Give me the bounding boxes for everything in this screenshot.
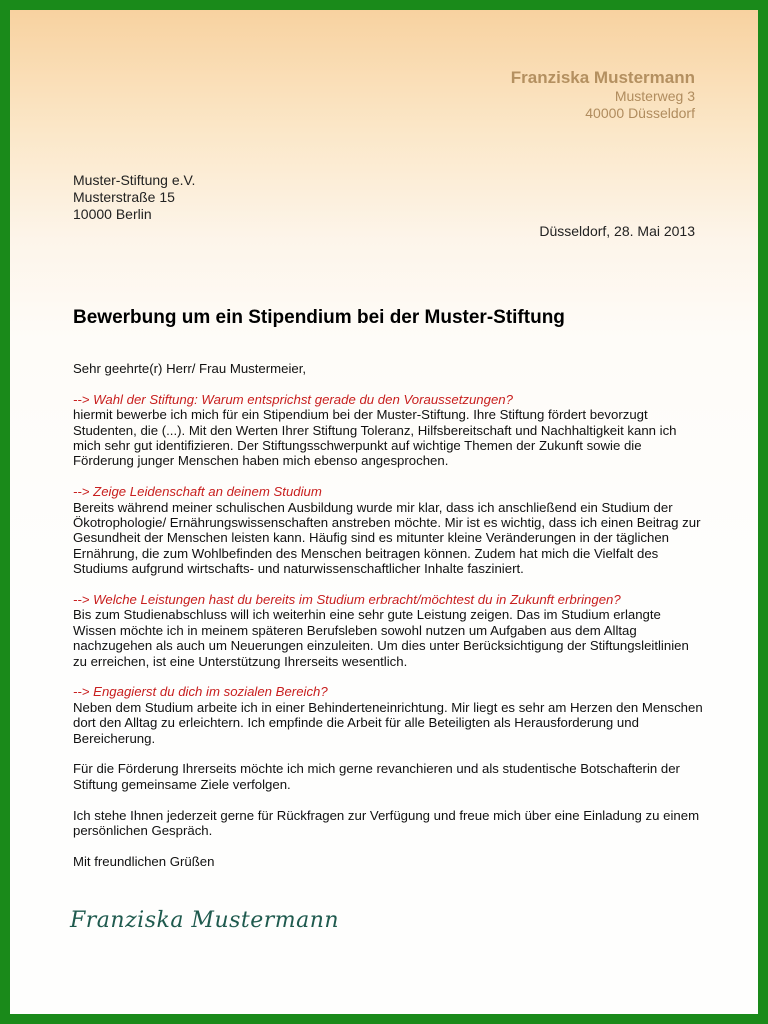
sender-city: 40000 Düsseldorf [585,105,695,121]
section-text: Bis zum Studienabschluss will ich weiterhin eine sehr gute Leistung zeigen. Das im Studium erlangte Wissen möchte ich in meinem späteren Berufsleben sowohl nutzen um Aufgaben aus dem Alltag nachzugehen als auch um Neuerungen einzuleiten. Um dies unter Berücksichtigung der Stiftungsleitlinien zu erreichen, ist eine Unterstützung Ihrerseits wesentlich. [73,607,689,669]
section-text: Neben dem Studium arbeite ich in einer Behinderteneinrichtung. Mir liegt es sehr am Herzen den Menschen dort den Alltag zu erleichtern. Ich empfinde die Arbeit für alle Beteiligten als Herausforderung und Bereicherung. [73,699,703,746]
body-section [73,684,703,746]
section-text: Bereits während meiner schulischen Ausbildung wurde mir klar, dass ich anschließend ein Studium der Ökotrophologie/ Ernährungswissenschaften anstreben möchte. Mir ist es wichtig, dass ich einen Beitrag zur Gesundheit der Menschen leisten kann. Häufig sind es mitunter kleine Veränderungen in der täglichen Ernährung, die zum Wohlbefinden des Menschen beitragen können. Zudem hat mich die Vielfalt des Studiums aufgrund wirtschafts- und naturwissenschaftlicher Inhalte fasziniert. [73,499,701,577]
body-section [73,484,703,576]
sender-address-block [511,68,695,122]
recipient-address-block [73,172,195,223]
sender-name: Franziska Mustermann [510,68,695,87]
letter-date: Düsseldorf, 28. Mai 2013 [539,223,695,239]
closing-paragraph: Für die Förderung Ihrerseits möchte ich mich gerne revanchieren und als studentische Botschafterin der Stiftung gemeinsame Ziele verfolgen. [73,761,680,792]
sender-street: Musterweg 3 [614,88,695,104]
handwritten-signature: Franziska Mustermann [70,908,340,933]
letter-subject: Bewerbung um ein Stipendium bei der Muster-Stiftung [73,307,565,328]
recipient-city: 10000 Berlin [73,206,152,222]
closing-paragraph: Ich stehe Ihnen jederzeit gerne für Rückfragen zur Verfügung und freue mich über eine Einladung zu einem persönlichen Gespräch. [73,807,700,839]
section-prompt: --> Wahl der Stiftung: Warum entsprichst gerade du den Voraussetzungen? [73,391,513,407]
body-section [73,592,703,669]
section-prompt: --> Welche Leistungen hast du bereits im Studium erbracht/möchtest du in Zukunft erbringen? [73,592,621,608]
section-prompt: --> Zeige Leidenschaft an deinem Studium [73,484,322,500]
letter-body [73,361,703,885]
recipient-street: Musterstraße 15 [73,189,175,205]
section-prompt: --> Engagierst du dich im sozialen Bereich? [73,684,328,700]
salutation: Sehr geehrte(r) Herr/ Frau Mustermeier, [73,361,307,376]
valediction: Mit freundlichen Grüßen [73,853,215,869]
section-text: hiermit bewerbe ich mich für ein Stipendium bei der Muster-Stiftung. Ihre Stiftung fördert bevorzugt Studenten, die (...). Mit den Werten Ihrer Stiftung Toleranz, Hilfsbereitschaft und Nachhaltigkeit kann ich mich sehr gut identifizieren. Der Stiftungsschwerpunkt auf wichtige Themen der Zukunft sowie die Förderung junger Menschen haben mich ebenso angesprochen. [73,407,677,469]
letter-page [10,10,758,1014]
recipient-name: Muster-Stiftung e.V. [73,172,196,188]
body-section [73,392,703,469]
